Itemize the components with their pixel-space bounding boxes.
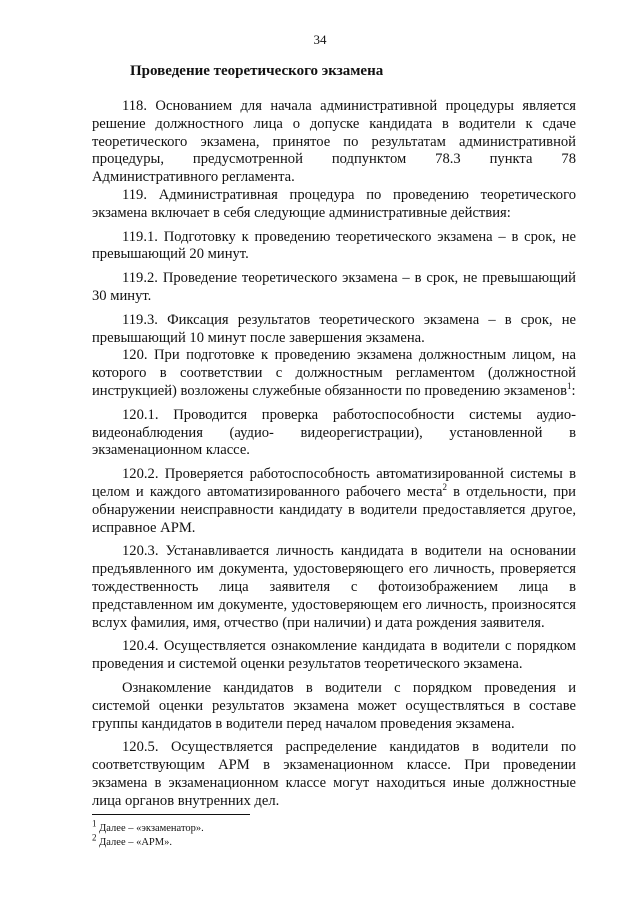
footnote-mark-1: 1 <box>92 818 97 829</box>
paragraph-120-4-continuation: Ознакомление кандидатов в водители с порядком проведения и системой оценки результатов экзамена может осуществляться в составе группы кандидатов в водители перед началом проведения экзамена. <box>92 679 576 732</box>
paragraph-120-2-tail: в отдельности, при обнаружении неисправности кандидату в водители предоставляется другое, исправное АРМ. <box>92 483 576 536</box>
paragraph-120 <box>92 347 576 400</box>
page-number: 34 <box>313 32 327 47</box>
section-heading: Проведение теоретического экзамена <box>130 63 384 79</box>
footnote-1 <box>92 818 576 836</box>
paragraph-120-5: 120.5. Осуществляется распределение кандидатов в водители по соответствующим АРМ в экзаменационном классе. При проведении экзамена в экзаменационном классе могут находиться иные должностные лица органов внутренних дел. <box>92 739 576 809</box>
footnote-ref-2: 2 <box>442 482 447 493</box>
footnotes <box>92 818 576 850</box>
document-body <box>92 98 576 810</box>
footnote-1-text: Далее – «экзаменатор». <box>99 823 204 834</box>
paragraph-119-1: 119.1. Подготовку к проведению теоретического экзамена – в срок, не превышающий 20 минут. <box>92 228 576 263</box>
paragraph-120-2 <box>92 466 576 537</box>
paragraph-119-2: 119.2. Проведение теоретического экзамена – в срок, не превышающий 30 минут. <box>92 270 576 304</box>
paragraph-120-4: 120.4. Осуществляется ознакомление кандидата в водители с порядком проведения и системой оценки результатов теоретического экзамена. <box>92 638 576 673</box>
paragraph-120-2-text: 120.2. Проверяется работоспособность автоматизированной системы в целом и каждого автоматизированного рабочего места <box>92 466 576 500</box>
paragraph-120-text: 120. При подготовке к проведению экзамена должностным лицом, на которого в соответствии с должностным регламентом (должностной инструкцией) возложены служебные обязанности по проведению экзаменов <box>92 347 576 399</box>
paragraph-120-3: 120.3. Устанавливается личность кандидата в водители на основании предъявленного им документа, удостоверяющего его личность, проверяется тождественность лица заявителя с фотоизображением лица в представленном им документе, удостоверяющем его личность, произносятся вслух фамилия, имя, отчество (при наличии) и дата рождения заявителя. <box>92 543 576 631</box>
paragraph-120-1: 120.1. Проводится проверка работоспособности системы аудио-видеонаблюдения (аудио- видеорегистрации), установленной в экзаменационном классе. <box>92 406 576 459</box>
paragraph-119: 119. Административная процедура по проведению теоретического экзамена включает в себя следующие административные действия: <box>92 186 576 221</box>
paragraph-120-tail: : <box>571 382 576 399</box>
footnote-mark-2: 2 <box>92 832 97 843</box>
footnote-ref-1: 1 <box>567 381 572 392</box>
footnote-divider <box>92 814 250 815</box>
footnote-2 <box>92 832 576 850</box>
paragraph-119-3: 119.3. Фиксация результатов теоретического экзамена – в срок, не превышающий 10 минут после завершения экзамена. <box>92 311 576 346</box>
footnote-2-text: Далее – «АРМ». <box>99 837 172 848</box>
paragraph-118: 118. Основанием для начала административной процедуры является решение должностного лица о допуске кандидата в водители к сдаче теоретического экзамена, принятое по результатам административной процедуры, предусмотренной подпунктом 78.3 пункта 78 Административного регламента. <box>92 98 576 186</box>
